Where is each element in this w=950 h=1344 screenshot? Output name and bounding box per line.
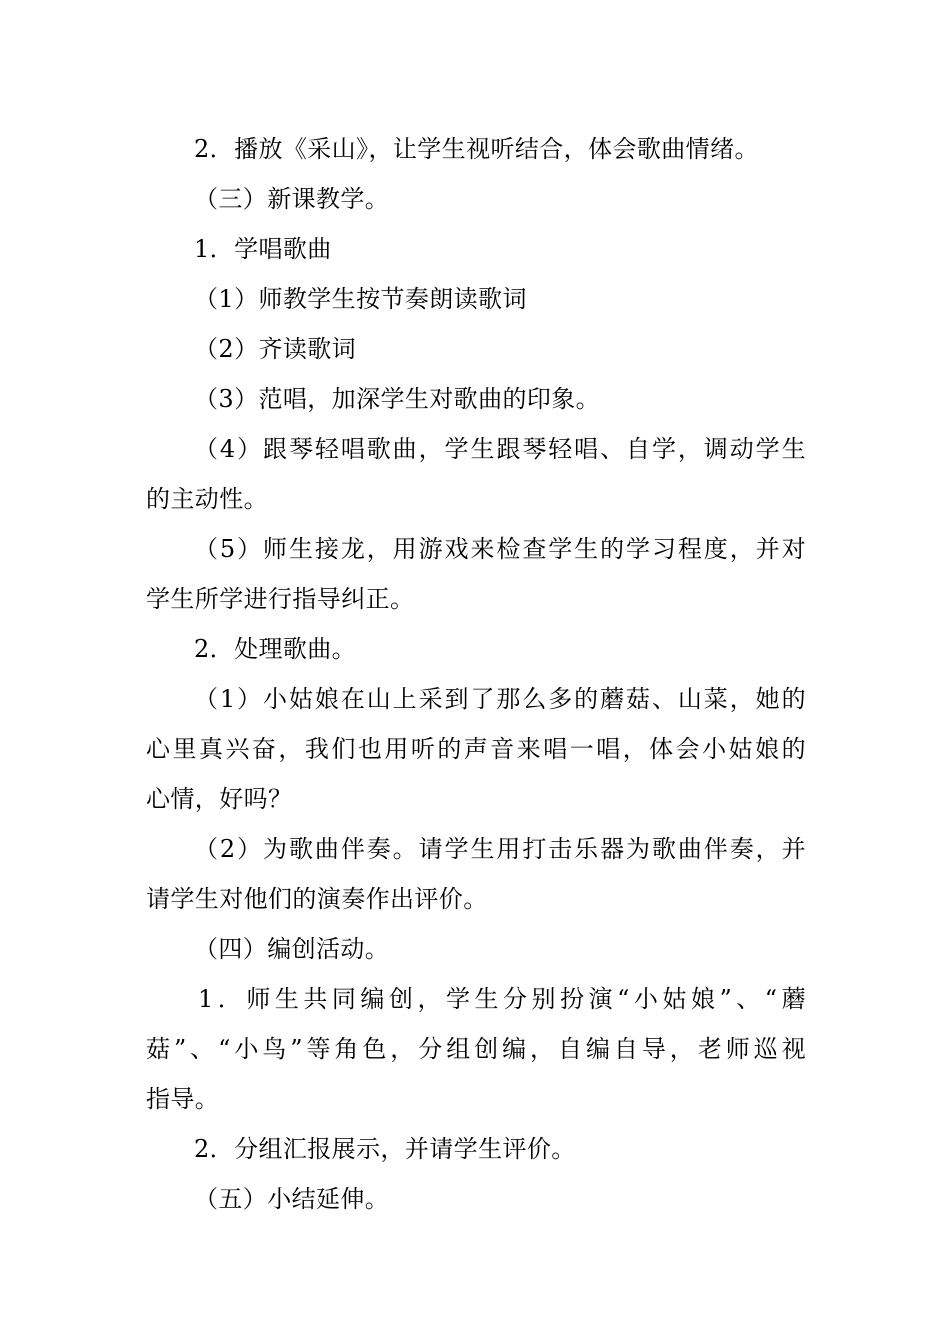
text-line: 2．播放《采山》，让学生视听结合，体会歌曲情绪。 bbox=[194, 135, 759, 163]
text-line: 2．处理歌曲。 bbox=[194, 635, 357, 663]
section-heading: （三）新课教学。 bbox=[194, 185, 390, 213]
text-line: 请学生对他们的演奏作出评价。 bbox=[146, 885, 488, 913]
text-line: （2）齐读歌词 bbox=[194, 335, 357, 363]
section-heading: （五）小结延伸。 bbox=[194, 1185, 390, 1213]
text-line: 1．学唱歌曲 bbox=[194, 235, 332, 263]
text-line: 心里真兴奋，我们也用听的声音来唱一唱，体会小姑娘的 bbox=[146, 735, 806, 763]
text-line: （2）为歌曲伴奏。请学生用打击乐器为歌曲伴奏，并 bbox=[194, 835, 806, 863]
text-line: （1）师教学生按节奏朗读歌词 bbox=[194, 285, 527, 313]
text-line: 学生所学进行指导纠正。 bbox=[146, 585, 415, 613]
text-line: 心情，好吗？ bbox=[146, 785, 293, 813]
text-line: 的主动性。 bbox=[146, 485, 268, 513]
text-line: （4）跟琴轻唱歌曲，学生跟琴轻唱、自学，调动学生 bbox=[194, 435, 806, 463]
text-line: 1．师生共同编创，学生分别扮演“小姑娘”、“蘑 bbox=[198, 985, 806, 1013]
section-heading: （四）编创活动。 bbox=[194, 935, 390, 963]
text-line: 菇”、“小鸟”等角色，分组创编，自编自导，老师巡视 bbox=[146, 1035, 806, 1063]
text-line: 2．分组汇报展示，并请学生评价。 bbox=[194, 1135, 576, 1163]
text-line: 指导。 bbox=[146, 1085, 220, 1113]
text-line: （5）师生接龙，用游戏来检查学生的学习程度，并对 bbox=[194, 535, 806, 563]
text-line: （1）小姑娘在山上采到了那么多的蘑菇、山菜，她的 bbox=[194, 685, 806, 713]
text-line: （3）范唱，加深学生对歌曲的印象。 bbox=[194, 385, 601, 413]
